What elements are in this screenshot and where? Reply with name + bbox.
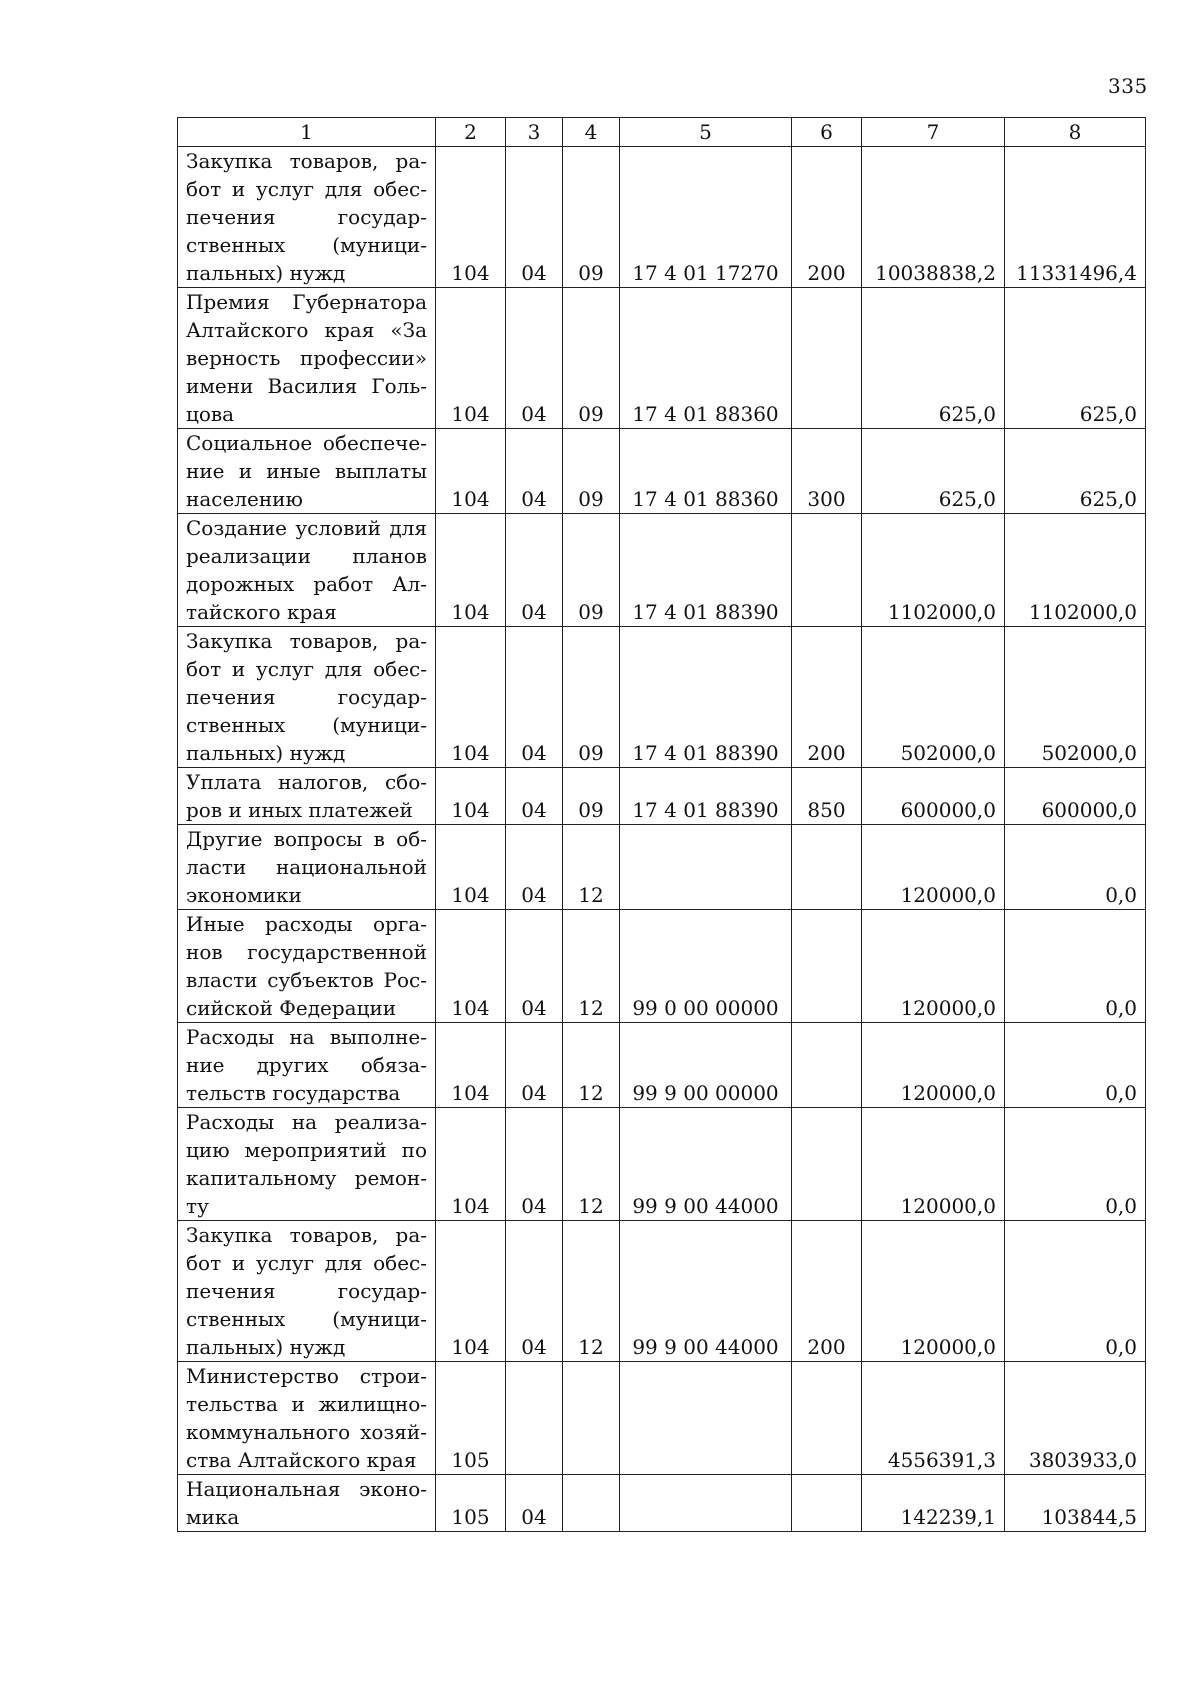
column-header: 7 xyxy=(862,118,1005,147)
ministry-code: 104 xyxy=(436,429,506,514)
amount-year-2: 3803933,0 xyxy=(1005,1362,1146,1475)
amount-year-2: 0,0 xyxy=(1005,1108,1146,1221)
expense-name: Создание условий для реализации планов дорожных работ Ал-тайского края xyxy=(178,514,436,627)
ministry-code: 104 xyxy=(436,1221,506,1362)
subsection-code: 09 xyxy=(563,288,620,429)
table-row xyxy=(178,1023,1146,1108)
table-row xyxy=(178,768,1146,825)
section-code: 04 xyxy=(506,910,563,1023)
amount-year-1: 4556391,3 xyxy=(862,1362,1005,1475)
subsection-code: 12 xyxy=(563,1221,620,1362)
column-header: 2 xyxy=(436,118,506,147)
section-code: 04 xyxy=(506,1108,563,1221)
ministry-code: 104 xyxy=(436,1108,506,1221)
amount-year-1: 120000,0 xyxy=(862,1221,1005,1362)
expense-name: Закупка товаров, ра-бот и услуг для обес-печения государ-ственных (муници-пальных) нужд xyxy=(178,627,436,768)
section-code: 04 xyxy=(506,825,563,910)
amount-year-1: 120000,0 xyxy=(862,825,1005,910)
amount-year-1: 502000,0 xyxy=(862,627,1005,768)
amount-year-2: 0,0 xyxy=(1005,825,1146,910)
ministry-code: 104 xyxy=(436,768,506,825)
column-header: 3 xyxy=(506,118,563,147)
target-article-code: 17 4 01 17270 xyxy=(620,147,792,288)
amount-year-2: 502000,0 xyxy=(1005,627,1146,768)
expense-name: Расходы на реализа-цию мероприятий по капитальному ремон-ту xyxy=(178,1108,436,1221)
column-header: 6 xyxy=(792,118,862,147)
amount-year-2: 625,0 xyxy=(1005,429,1146,514)
ministry-code: 104 xyxy=(436,627,506,768)
table-row xyxy=(178,429,1146,514)
subsection-code: 12 xyxy=(563,1023,620,1108)
ministry-code: 104 xyxy=(436,910,506,1023)
ministry-code: 104 xyxy=(436,147,506,288)
expense-name: Закупка товаров, ра-бот и услуг для обес-печения государ-ственных (муници-пальных) нужд xyxy=(178,147,436,288)
amount-year-1: 625,0 xyxy=(862,429,1005,514)
expense-type-code: 200 xyxy=(792,147,862,288)
target-article-code: 99 9 00 00000 xyxy=(620,1023,792,1108)
section-code: 04 xyxy=(506,514,563,627)
expense-type-code xyxy=(792,1108,862,1221)
expense-name: Закупка товаров, ра-бот и услуг для обес-печения государ-ственных (муници-пальных) нужд xyxy=(178,1221,436,1362)
amount-year-2: 600000,0 xyxy=(1005,768,1146,825)
table-row xyxy=(178,825,1146,910)
expense-name: Другие вопросы в об-ласти национальной экономики xyxy=(178,825,436,910)
subsection-code: 12 xyxy=(563,825,620,910)
section-code: 04 xyxy=(506,627,563,768)
expense-type-code xyxy=(792,288,862,429)
section-code: 04 xyxy=(506,429,563,514)
target-article-code: 99 9 00 44000 xyxy=(620,1108,792,1221)
target-article-code: 17 4 01 88360 xyxy=(620,288,792,429)
expense-name: Социальное обеспече-ние и иные выплаты населению xyxy=(178,429,436,514)
section-code: 04 xyxy=(506,1221,563,1362)
column-header: 8 xyxy=(1005,118,1146,147)
table-row xyxy=(178,1475,1146,1532)
target-article-code: 17 4 01 88390 xyxy=(620,627,792,768)
target-article-code xyxy=(620,1475,792,1532)
amount-year-2: 0,0 xyxy=(1005,910,1146,1023)
expense-type-code xyxy=(792,825,862,910)
expense-name: Премия Губернатора Алтайского края «За верность профессии» имени Василия Голь-цова xyxy=(178,288,436,429)
expense-type-code: 300 xyxy=(792,429,862,514)
expense-type-code xyxy=(792,910,862,1023)
amount-year-2: 0,0 xyxy=(1005,1023,1146,1108)
expense-name: Уплата налогов, сбо-ров и иных платежей xyxy=(178,768,436,825)
table-row xyxy=(178,147,1146,288)
section-code: 04 xyxy=(506,288,563,429)
target-article-code: 17 4 01 88390 xyxy=(620,768,792,825)
expense-type-code xyxy=(792,514,862,627)
amount-year-1: 600000,0 xyxy=(862,768,1005,825)
ministry-code: 104 xyxy=(436,514,506,627)
amount-year-2: 103844,5 xyxy=(1005,1475,1146,1532)
target-article-code: 99 0 00 00000 xyxy=(620,910,792,1023)
amount-year-2: 625,0 xyxy=(1005,288,1146,429)
ministry-code: 104 xyxy=(436,825,506,910)
amount-year-1: 120000,0 xyxy=(862,1023,1005,1108)
ministry-code: 104 xyxy=(436,1023,506,1108)
amount-year-1: 625,0 xyxy=(862,288,1005,429)
column-header: 4 xyxy=(563,118,620,147)
expense-name: Расходы на выполне-ние других обяза-тельств государства xyxy=(178,1023,436,1108)
section-code: 04 xyxy=(506,147,563,288)
table-row xyxy=(178,627,1146,768)
amount-year-2: 0,0 xyxy=(1005,1221,1146,1362)
column-header: 1 xyxy=(178,118,436,147)
table-row xyxy=(178,1108,1146,1221)
target-article-code xyxy=(620,825,792,910)
subsection-code: 12 xyxy=(563,1108,620,1221)
page-number: 335 xyxy=(1108,74,1148,98)
ministry-code: 104 xyxy=(436,288,506,429)
table-row xyxy=(178,514,1146,627)
section-code xyxy=(506,1362,563,1475)
header-row xyxy=(178,118,1146,147)
section-code: 04 xyxy=(506,1023,563,1108)
table-row xyxy=(178,1362,1146,1475)
expense-type-code: 200 xyxy=(792,1221,862,1362)
target-article-code xyxy=(620,1362,792,1475)
ministry-code: 105 xyxy=(436,1362,506,1475)
expense-type-code xyxy=(792,1475,862,1532)
ministry-code: 105 xyxy=(436,1475,506,1532)
subsection-code: 09 xyxy=(563,627,620,768)
subsection-code xyxy=(563,1362,620,1475)
expense-type-code: 200 xyxy=(792,627,862,768)
subsection-code xyxy=(563,1475,620,1532)
amount-year-2: 11331496,4 xyxy=(1005,147,1146,288)
amount-year-1: 10038838,2 xyxy=(862,147,1005,288)
section-code: 04 xyxy=(506,768,563,825)
budget-table xyxy=(177,117,1146,1532)
table-row xyxy=(178,288,1146,429)
target-article-code: 17 4 01 88360 xyxy=(620,429,792,514)
expense-type-code xyxy=(792,1362,862,1475)
amount-year-1: 120000,0 xyxy=(862,1108,1005,1221)
expense-name: Иные расходы орга-нов государственной власти субъектов Рос-сийской Федерации xyxy=(178,910,436,1023)
table-row xyxy=(178,1221,1146,1362)
expense-type-code: 850 xyxy=(792,768,862,825)
amount-year-1: 1102000,0 xyxy=(862,514,1005,627)
subsection-code: 12 xyxy=(563,910,620,1023)
expense-type-code xyxy=(792,1023,862,1108)
amount-year-1: 120000,0 xyxy=(862,910,1005,1023)
amount-year-1: 142239,1 xyxy=(862,1475,1005,1532)
target-article-code: 99 9 00 44000 xyxy=(620,1221,792,1362)
target-article-code: 17 4 01 88390 xyxy=(620,514,792,627)
expense-name: Министерство строи-тельства и жилищно-коммунального хозяй-ства Алтайского края xyxy=(178,1362,436,1475)
expense-name: Национальная эконо-мика xyxy=(178,1475,436,1532)
subsection-code: 09 xyxy=(563,429,620,514)
subsection-code: 09 xyxy=(563,514,620,627)
section-code: 04 xyxy=(506,1475,563,1532)
table-row xyxy=(178,910,1146,1023)
subsection-code: 09 xyxy=(563,768,620,825)
column-header: 5 xyxy=(620,118,792,147)
amount-year-2: 1102000,0 xyxy=(1005,514,1146,627)
subsection-code: 09 xyxy=(563,147,620,288)
